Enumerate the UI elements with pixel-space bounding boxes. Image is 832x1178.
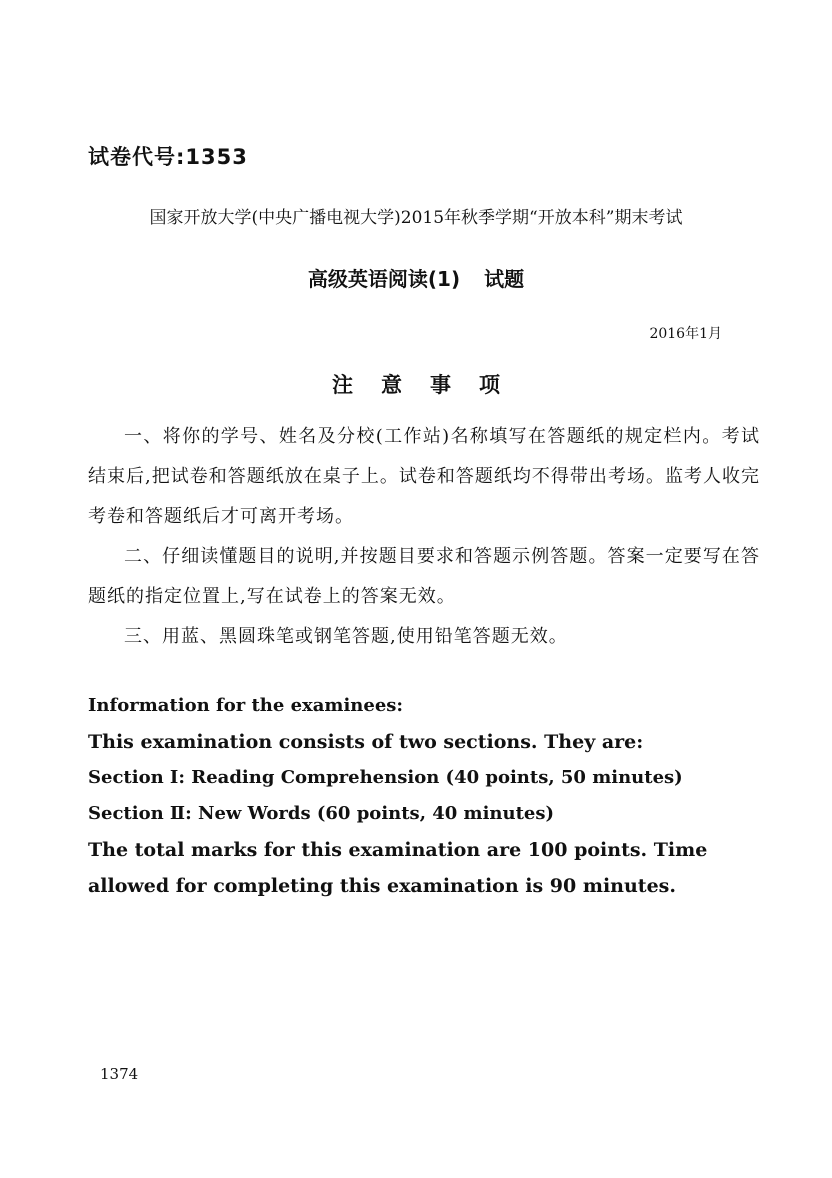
notice-title: 注意事项 [332, 373, 528, 397]
info-total-marks: The total marks for this examination are 100 points. Time allowed for completing this examination is 90 minutes. [88, 839, 708, 897]
exam-institution-line: 国家开放大学(中央广播电视大学)2015年秋季学期“开放本科”期末考试 [149, 208, 683, 228]
exam-date: 2016年1月 [649, 326, 722, 342]
info-sections-intro: This examination consists of two sections. They are: [88, 731, 644, 753]
info-section-2: Section Ⅱ: New Words (60 points, 40 minutes) [88, 803, 555, 824]
examinee-information [88, 688, 768, 904]
notice-list [88, 417, 760, 657]
paper-code: 试卷代号:1353 [88, 145, 248, 169]
notice-item-3: 三、用蓝、黑圆珠笔或钢笔答题,使用铅笔答题无效。 [124, 626, 568, 647]
info-heading: Information for the examinees: [88, 695, 404, 716]
exam-subject-title [0, 263, 832, 292]
notice-item-1: 一、将你的学号、姓名及分校(工作站)名称填写在答题纸的规定栏内。考试结束后,把试卷和答题纸放在桌子上。试卷和答题纸均不得带出考场。监考人收完考卷和答题纸后才可离开考场。 [88, 426, 760, 527]
subject-name: 高级英语阅读(1) [307, 267, 461, 291]
notice-item-2: 二、仔细读懂题目的说明,并按题目要求和答题示例答题。答案一定要写在答题纸的指定位置上,写在试卷上的答案无效。 [88, 546, 760, 607]
info-section-1: Section Ⅰ: Reading Comprehension (40 points, 50 minutes) [88, 767, 683, 788]
page-number: 1374 [100, 1065, 139, 1083]
subject-suffix: 试题 [484, 267, 525, 291]
